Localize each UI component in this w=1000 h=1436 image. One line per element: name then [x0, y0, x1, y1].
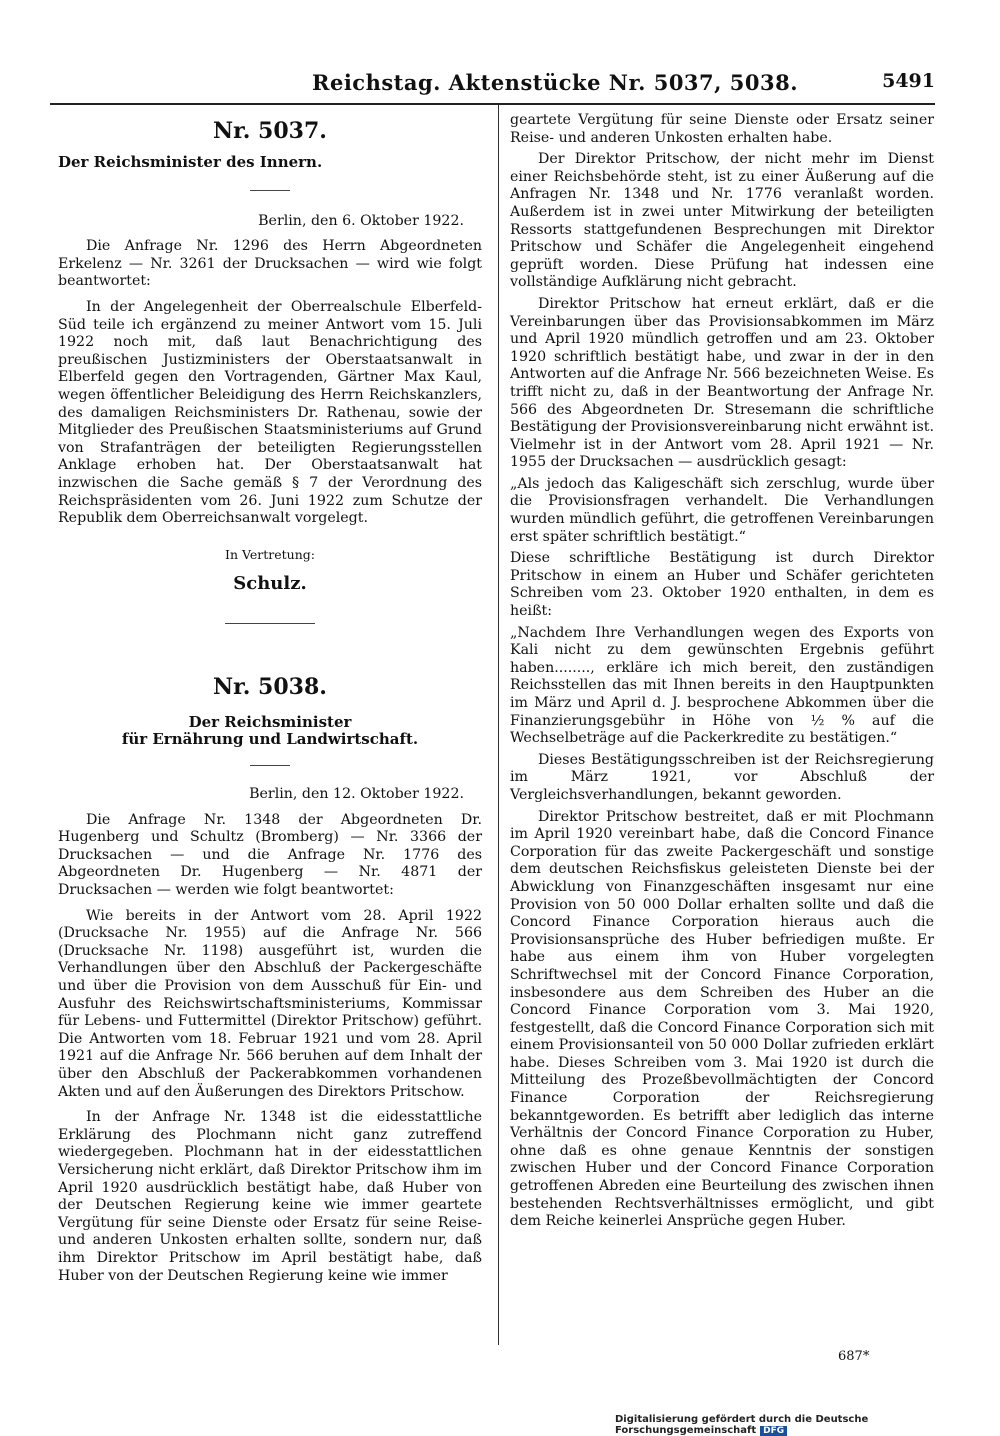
paragraph: Wie bereits in der Antwort vom 28. April 1922 (Drucksache Nr. 1955) auf die Anfrage Nr. 566 (Drucksache Nr. 1198) ausgeführt ist, wurden die Verhandlungen über den Abschluß der Packergeschäfte und über die Provision von dem Ausschuß für Ein- und Ausfuhr des Reichswirtschaftsministeriums, Kommissar für Lebens- und Futtermittel (Direktor Pritschow) geführt. Die Antworten vom 18. Februar 1921 und vom 28. April 1921 auf die Anfrage Nr. 566 beruhen auf dem Inhalt der über den Abschluß der Packerabkommen vorhandenen Akten und auf den Äußerungen des Direktors Pritschow.: [58, 907, 482, 1100]
page-number: 5491: [882, 70, 935, 92]
representation-note: In Vertretung:: [225, 546, 315, 562]
digitization-credit: [615, 1414, 1000, 1436]
paragraph: Dieses Bestätigungsschreiben ist der Reichsregierung im März 1921, vor Abschluß der Vergleichsverhandlungen, bekannt geworden.: [510, 751, 934, 803]
block-quote: „Als jedoch das Kaligeschäft sich zerschlug, wurde über die Provisionsfragen verhandelt. Die Verhandlungen wurden mündlich geführt, die getroffenen Vereinbarungen erst später schriftlich bestätigt.“: [510, 475, 934, 545]
sheet-mark: 687*: [838, 1349, 870, 1364]
document-number-5038: Nr. 5038.: [213, 673, 327, 700]
document-author: Der Reichsminister des Innern.: [58, 153, 323, 171]
document-date: Berlin, den 12. Oktober 1922.: [249, 786, 464, 803]
block-quote: „Nachdem Ihre Verhandlungen wegen des Exports von Kali nicht zu dem gewünschten Ergebnis geführt haben........, erkläre ich mich bereit, den zuständigen Reichsstellen das mit Ihnen bereits in den Hauptpunkten im März und April d. J. besprochene Abkommen über die Finanzierungsgebühr in Höhe von ½ % auf die Wechselbeträge auf die Packerkredite zu bestätigen.“: [510, 624, 934, 747]
paragraph: Der Direktor Pritschow, der nicht mehr im Dienst einer Reichsbehörde steht, ist zu einer Äußerung auf die Anfragen Nr. 1348 und Nr. 1776 veranlaßt worden. Außerdem ist in zwei unter Mitwirkung der beteiligten Ressorts stattgefundenen Besprechungen mit Direktor Pritschow und Schäfer die Angelegenheit eingehend geprüft worden. Diese Prüfung hat indessen eine vollständige Aufklärung nicht gebracht.: [510, 151, 934, 291]
document-date: Berlin, den 6. Oktober 1922.: [258, 212, 464, 229]
paragraph: In der Anfrage Nr. 1348 ist die eidesstattliche Erklärung des Plochmann nicht ganz zutreffend wiedergegeben. Plochmann hat in der eidesstattlichen Versicherung nicht erklärt, daß Direktor Pritschow ihm im April 1920 ausdrücklich bestätigt habe, daß Huber von der Deutschen Regierung keine wie immer geartete Vergütung für seine Dienste oder Ersatz für seine Reise- und anderen Unkosten erhalten sollte, sondern nur, daß ihm Direktor Pritschow im April bestätigt habe, daß Huber von der Deutschen Regierung keine wie immer: [58, 1109, 482, 1284]
paragraph: Die Anfrage Nr. 1348 der Abgeordneten Dr. Hugenberg und Schultz (Bromberg) — Nr. 3366 der Drucksachen — und die Anfrage Nr. 1776 des Abgeordneten Dr. Hugenberg — Nr. 4871 der Drucksachen — werden wie folgt beantwortet:: [58, 811, 482, 899]
document-number-5037: Nr. 5037.: [213, 118, 327, 144]
paragraph: Diese schriftliche Bestätigung ist durch Direktor Pritschow in einem an Huber und Schäfer gerichteten Schreiben vom 23. Oktober 1920 enthalten, in dem es heißt:: [510, 550, 934, 620]
document-author: für Ernährung und Landwirtschaft.: [121, 730, 419, 749]
column-divider: [498, 105, 499, 1345]
paragraph: Die Anfrage Nr. 1296 des Herrn Abgeordneten Erkelenz — Nr. 3261 der Drucksachen — wird wie folgt beantwortet:: [58, 238, 482, 290]
signature: Schulz.: [233, 573, 307, 595]
section-rule: [250, 190, 290, 191]
dfg-logo: DFG: [760, 1426, 787, 1436]
paragraph: Direktor Pritschow hat erneut erklärt, daß er die Vereinbarungen über das Provisionsabkommen im März und April 1920 mündlich getroffen und am 23. Oktober 1920 schriftlich bestätigt habe, und zwar in der in den Antworten auf die Anfrage Nr. 566 bezeichneten Weise. Es trifft nicht zu, daß in der Beantwortung der Anfrage Nr. 566 des Abgeordneten Dr. Stresemann die schriftliche Bestätigung der Provisionsvereinbarung nicht erwähnt ist. Vielmehr ist in der Antwort vom 28. April 1921 — Nr. 1955 der Drucksachen — ausdrücklich gesagt:: [510, 295, 934, 471]
credit-text: Digitalisierung gefördert durch die Deutsche Forschungsgemeinschaft: [615, 1414, 869, 1436]
document-author: Der Reichsminister: [188, 712, 352, 731]
paragraph: In der Angelegenheit der Oberrealschule Elberfeld-Süd teile ich ergänzend zu meiner Antwort vom 15. Juli 1922 noch mit, daß laut Benachrichtigung des preußischen Justizministers der Oberstaatsanwalt in Elberfeld gegen den Vortragenden, Gärtner Max Kaul, wegen öffentlicher Beleidigung des Herrn Reichskanzlers, des damaligen Reichsministers Dr. Rathenau, sowie der Mitglieder des Preußischen Staatsministeriums auf Grund von Strafanträgen der beteiligten Regierungsstellen Anklage erhoben hat. Der Oberstaatsanwalt hat inzwischen die Sache gemäß § 7 der Verordnung des Reichspräsidenten vom 26. Juni 1922 zum Schutze der Republik dem Oberreichsanwalt vorgelegt.: [58, 298, 482, 527]
paragraph: geartete Vergütung für seine Dienste oder Ersatz seiner Reise- und anderen Unkosten erhalten habe.: [510, 112, 934, 146]
page-header: [50, 66, 935, 100]
right-column: [510, 112, 934, 1231]
section-rule: [225, 623, 315, 624]
paragraph: Direktor Pritschow bestreitet, daß er mit Plochmann im April 1920 vereinbart habe, daß die Concord Finance Corporation für das zweite Packergeschäft und sonstige dem deutschen Reichsfiskus geleisteten Dienste bei der Abwicklung von Finanzgeschäften insgesamt nur eine Provision von 50 000 Dollar erhalten sollte und daß die Concord Finance Corporation hieraus auch die Provisionsansprüche des Huber befriedigen mußte. Er habe aus einem ihm von Huber vorgelegten Schriftwechsel mit der Concord Finance Corporation, insbesondere aus dem Schreiben des Huber an die Concord Finance Corporation vom 3. Mai 1920, festgestellt, daß die Concord Finance Corporation sich mit einem Provisionsanteil von 50 000 Dollar zufrieden erklärt habe. Dieses Schreiben vom 3. Mai 1920 ist durch die Mitteilung des Prozeßbevollmächtigten der Concord Finance Corporation der Reichsregierung bekanntgeworden. Es betrifft aber lediglich das interne Verhältnis der Concord Finance Corporation zu Huber, ohne daß es ohne genaue Kenntnis der sonstigen zwischen Huber und der Concord Finance Corporation getroffenen Abreden eine Beurteilung des zwischen ihnen bestehenden Rechtsverhältnisses ermöglicht, und gibt dem Reiche keinerlei Ansprüche gegen Huber.: [510, 808, 934, 1230]
left-column: [58, 112, 482, 1285]
header-rule: [50, 103, 935, 105]
running-title: Reichstag. Aktenstücke Nr. 5037, 5038.: [312, 70, 799, 95]
section-rule: [250, 765, 290, 766]
